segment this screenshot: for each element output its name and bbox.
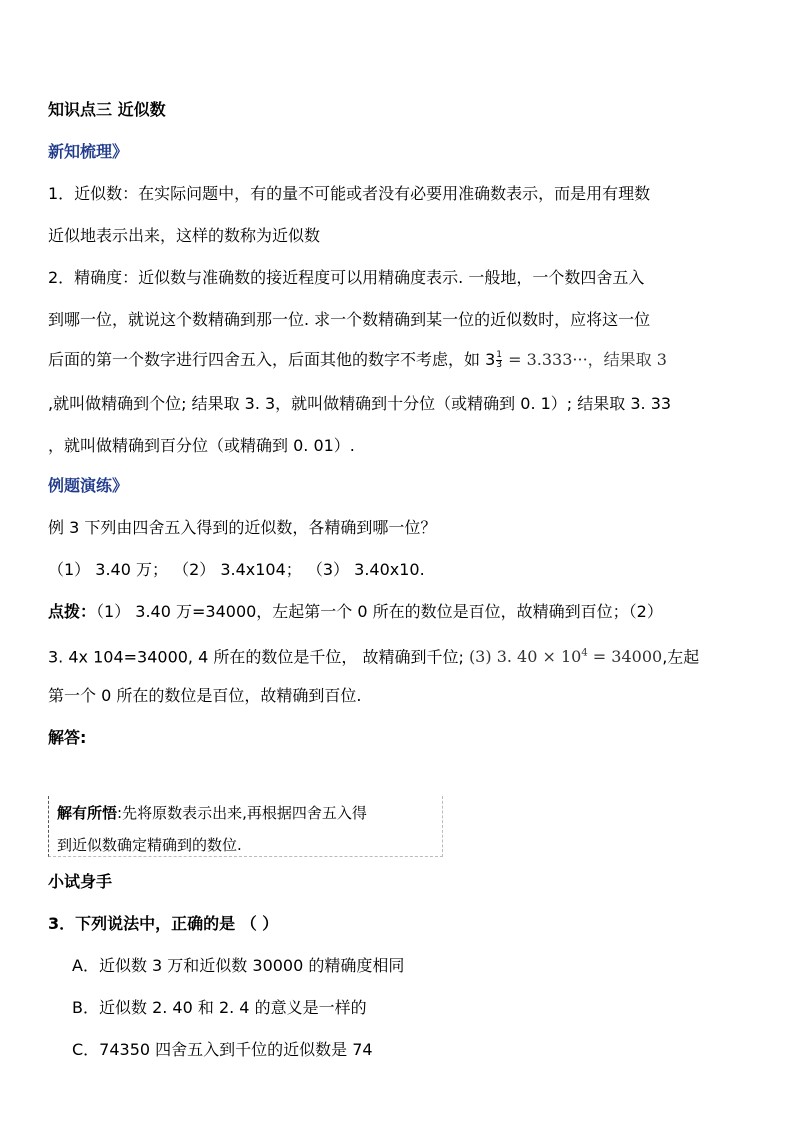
new-knowledge-heading: 新知梳理》 (48, 142, 129, 161)
insight-line2: 到近似数确定精确到的数位. (57, 836, 242, 854)
hint-line3: 第一个 0 所在的数位是百位，故精确到百位. (48, 686, 362, 705)
definition-approx-line2: 近似地表示出来，这样的数称为近似数 (48, 226, 321, 245)
practice-question: 3．下列说法中，正确的是 （ ） (48, 914, 279, 933)
example-question: 例 3 下列由四舍五入得到的近似数，各精确到哪一位？ (48, 518, 437, 537)
definition-precision-line1: 2．精确度：近似数与准确数的接近程度可以用精确度表示. 一般地，一个数四舍五入 (48, 268, 645, 287)
option-b: B．近似数 2. 40 和 2. 4 的意义是一样的 (72, 998, 367, 1017)
definition-precision-line5: ，就叫做精确到百分位（或精确到 0. 01）. (48, 436, 355, 455)
insight-label: 解有所悟 (57, 804, 118, 822)
precision-line3-math: = 3.333···，结果取 3 (503, 350, 667, 369)
hint-math: (3) 3. $40 \times 10^4 = 34000$ (468, 647, 663, 667)
definition-approx-line1: 1．近似数：在实际问题中，有的量不可能或者没有必要用准确数表示，而是用有理数 (48, 184, 651, 203)
precision-line3-text: 后面的第一个数字进行四舍五入，后面其他的数字不考虑，如 3 (48, 350, 496, 369)
example-items: （1） 3.40 万； （2） 3.4x104； （3） 3.40x10. (48, 560, 425, 579)
example-heading: 例题演练》 (48, 476, 129, 495)
insight-box (48, 796, 443, 857)
fraction-one-third: $\frac{1}{3}$ (496, 350, 503, 370)
definition-precision-line4: ,就叫做精确到个位; 结果取 3. 3，就叫做精确到十分位（或精确到 0. 1）; 结果取 3. 33 (48, 394, 672, 413)
insight-text-line1: :先将原数表示出来,再根据四舍五入得 (117, 804, 367, 822)
section-title: 知识点三 近似数 (48, 100, 166, 119)
hint-line1 (48, 602, 663, 622)
option-a: A．近似数 3 万和近似数 30000 的精确度相同 (72, 956, 405, 975)
hint-label: 点拨： (48, 602, 97, 621)
option-c: C．74350 四舍五入到千位的近似数是 74 (72, 1040, 373, 1059)
definition-precision-line2: 到哪一位，就说这个数精确到那一位. 求一个数精确到某一位的近似数时，应将这一位 (48, 310, 651, 329)
answer-label: 解答: (48, 728, 87, 747)
hint-text-line2-b: ,左起 (662, 647, 700, 667)
insight-line1 (57, 802, 367, 823)
hint-text-line2-a: 3. 4x 104=34000, 4 所在的数位是千位， 故精确到千位; (48, 647, 469, 667)
definition-precision-line3 (48, 350, 667, 370)
hint-text-line1: （1） 3.40 万=34000，左起第一个 0 所在的数位是百位，故精确到百位；（2） (96, 602, 663, 621)
practice-heading: 小试身手 (48, 872, 113, 891)
hint-line2 (48, 644, 699, 667)
